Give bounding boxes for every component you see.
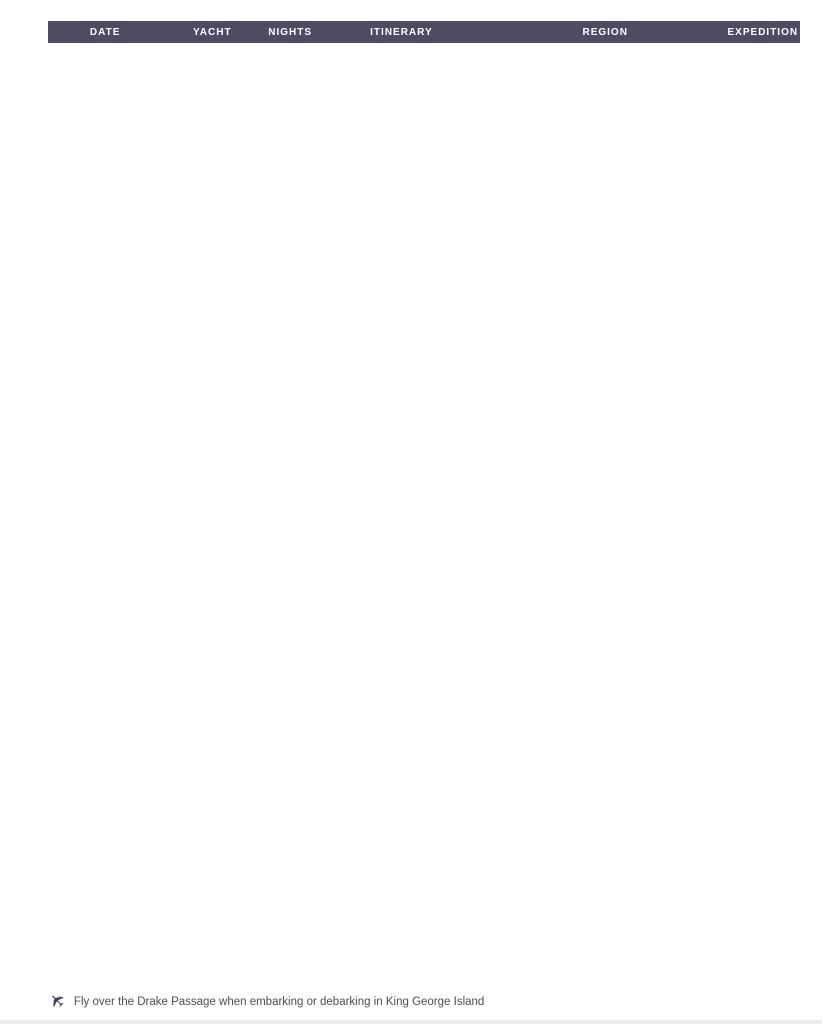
column-header-itinerary: ITINERARY [318,21,485,43]
column-header-nights: NIGHTS [262,21,318,43]
itinerary-schedule-table [48,21,800,43]
column-header-date: DATE [48,21,162,43]
plane-icon: ✈ [42,988,70,1015]
drake-passage-footnote [42,988,768,1015]
table-header [48,21,800,43]
itinerary-schedule-table-container [48,21,800,43]
column-header-expedition: EXPEDITION [726,21,800,43]
footnote-text: Fly over the Drake Passage when embarking or debarking in King George Island [73,995,485,1008]
bottom-section-divider [0,1020,822,1024]
column-header-region: REGION [485,21,726,43]
column-header-yacht: YACHT [162,21,262,43]
